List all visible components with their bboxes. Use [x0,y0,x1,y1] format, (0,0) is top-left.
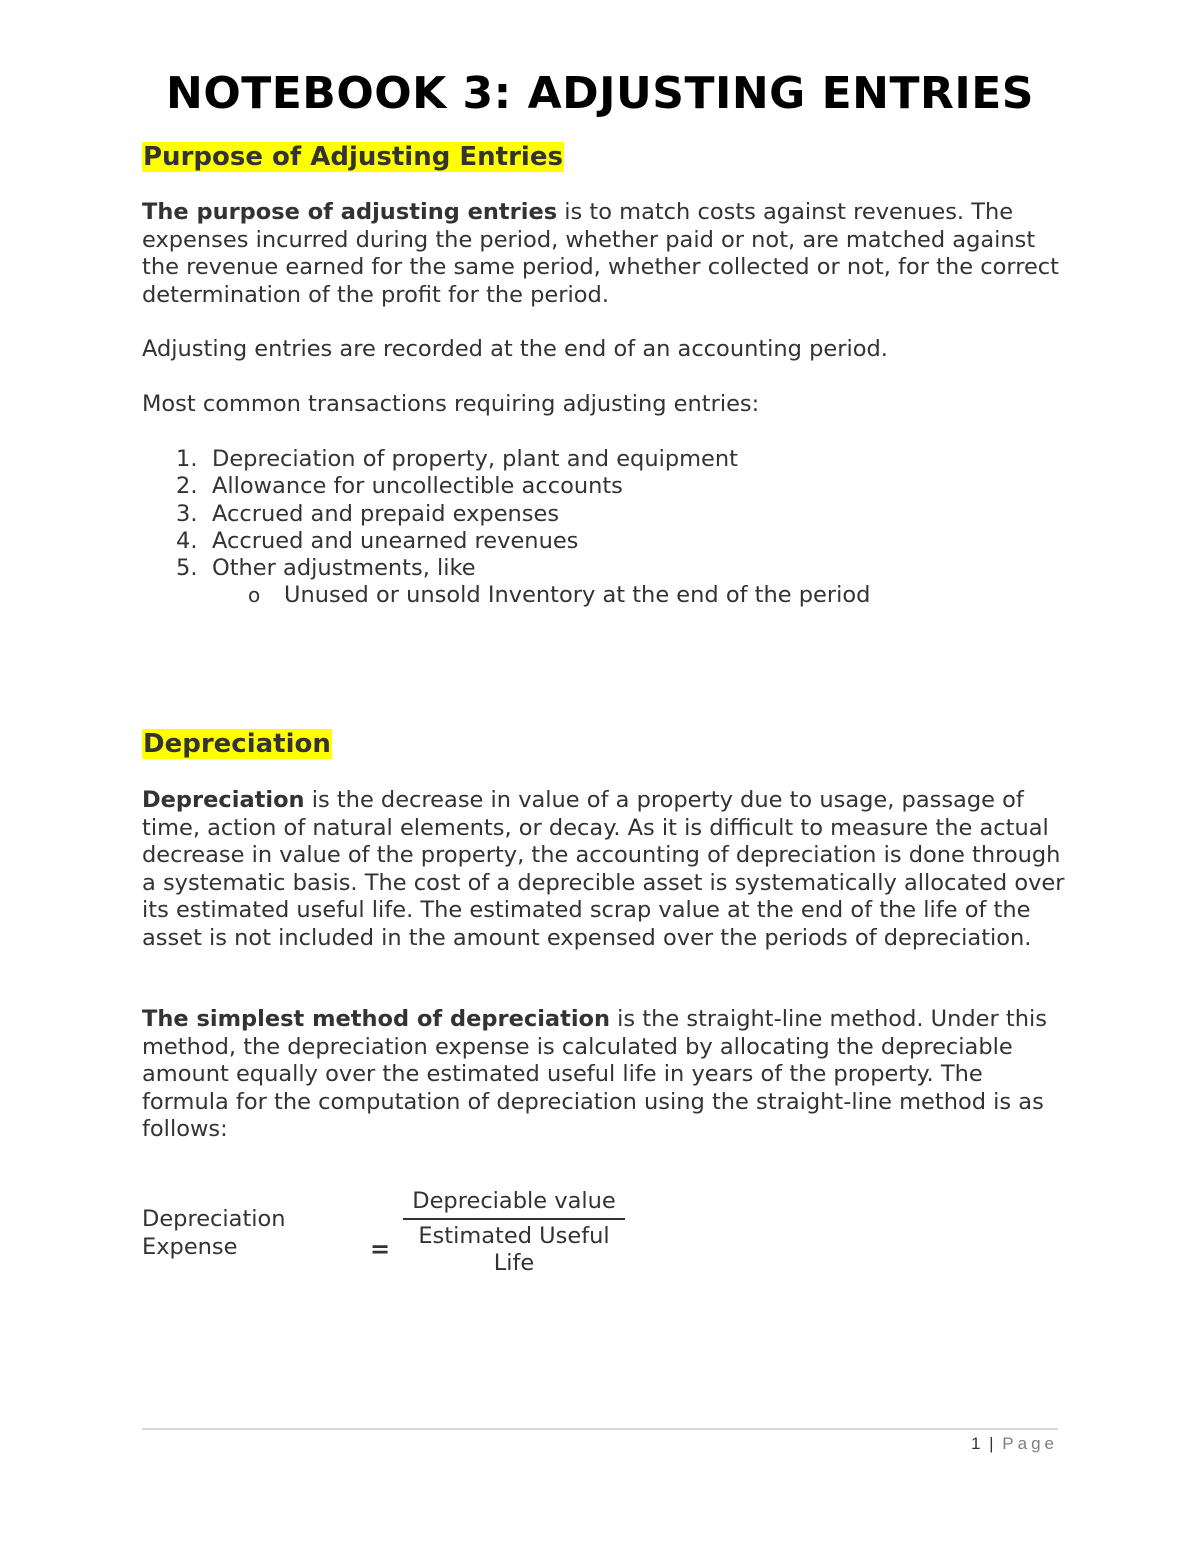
list-item-text: Other adjustments, like [212,555,476,582]
footer-separator: | [989,1434,994,1453]
sublist-item-text: Unused or unsold Inventory at the end of the period [284,582,871,609]
sublist-bullet: o [248,583,261,608]
list-item-number: 5. [176,555,198,582]
page-footer [971,1434,1058,1454]
sublist-item [142,582,1042,609]
formula-fraction [403,1188,625,1278]
purpose-paragraph-bold: The purpose of adjusting entries [142,199,558,225]
page-label: Page [1002,1434,1058,1453]
list-item [142,555,1042,582]
depreciation-definition-text: is the decrease in value of a property due to usage, passage of time, action of natural elements, or decay. As it is difficult to measure the actual decrease in value of the property, the accounting of depreciation is done through a systematic basis. The cost of a deprecible asset is systematically allocated over its estimated useful life. The estimated scrap value at the end of the life of the asset is not included in the amount expensed over the periods of depreciation. [142,787,1065,951]
formula-denominator: Estimated Useful Life [418,1222,610,1276]
list-item-number: 1. [176,446,198,472]
section-heading-purpose-text: Purpose of Adjusting Entries [143,142,563,172]
list-item-text: Allowance for uncollectible accounts [212,473,623,500]
list-item [142,473,1042,500]
formula-numerator: Depreciable value [403,1188,625,1220]
list-item-text: Depreciation of property, plant and equipment [212,446,738,472]
formula-equals: = [370,1235,391,1263]
straight-line-text: is the straight-line method. Under this method, the depreciation expense is calculated by allocating the depreciable amount equally over the estimated useful life in years of the property. The formula for the computation of depreciation using the straight-line method is as follows: [142,1006,1047,1142]
common-transactions-paragraph: Most common transactions requiring adjusting entries: [142,391,760,417]
section-heading-depreciation-text: Depreciation [143,729,331,759]
transactions-list [142,446,1042,610]
list-item-text: Accrued and prepaid expenses [212,500,560,527]
document-title: NOTEBOOK 3: ADJUSTING ENTRIES [166,68,1034,119]
section-heading-depreciation [142,729,332,759]
list-item [142,446,1042,473]
list-item-number: 4. [176,527,198,554]
formula-label: Depreciation Expense [142,1206,286,1260]
list-item [142,501,1042,528]
section-heading-purpose [142,142,564,172]
depreciation-definition-bold: Depreciation [142,787,305,813]
straight-line-paragraph [142,1006,1072,1144]
depreciation-definition-paragraph [142,787,1072,952]
recorded-paragraph: Adjusting entries are recorded at the end of an accounting period. [142,336,888,362]
list-item [142,528,1042,555]
purpose-paragraph [142,199,1072,309]
list-item-text: Accrued and unearned revenues [212,527,579,554]
list-item-number: 3. [176,500,198,527]
purpose-paragraph-text: is to match costs against revenues. The expenses incurred during the period, whether paid or not, are matched against the revenue earned for the same period, whether collected or not, for the correct determination of the profit for the period. [142,199,1059,308]
sublist [142,582,1042,609]
footer-divider [142,1428,1058,1430]
sublist-container [142,582,1042,609]
straight-line-bold: The simplest method of depreciation [142,1006,611,1032]
page-number: 1 [970,1434,981,1453]
list-item-number: 2. [176,473,198,500]
